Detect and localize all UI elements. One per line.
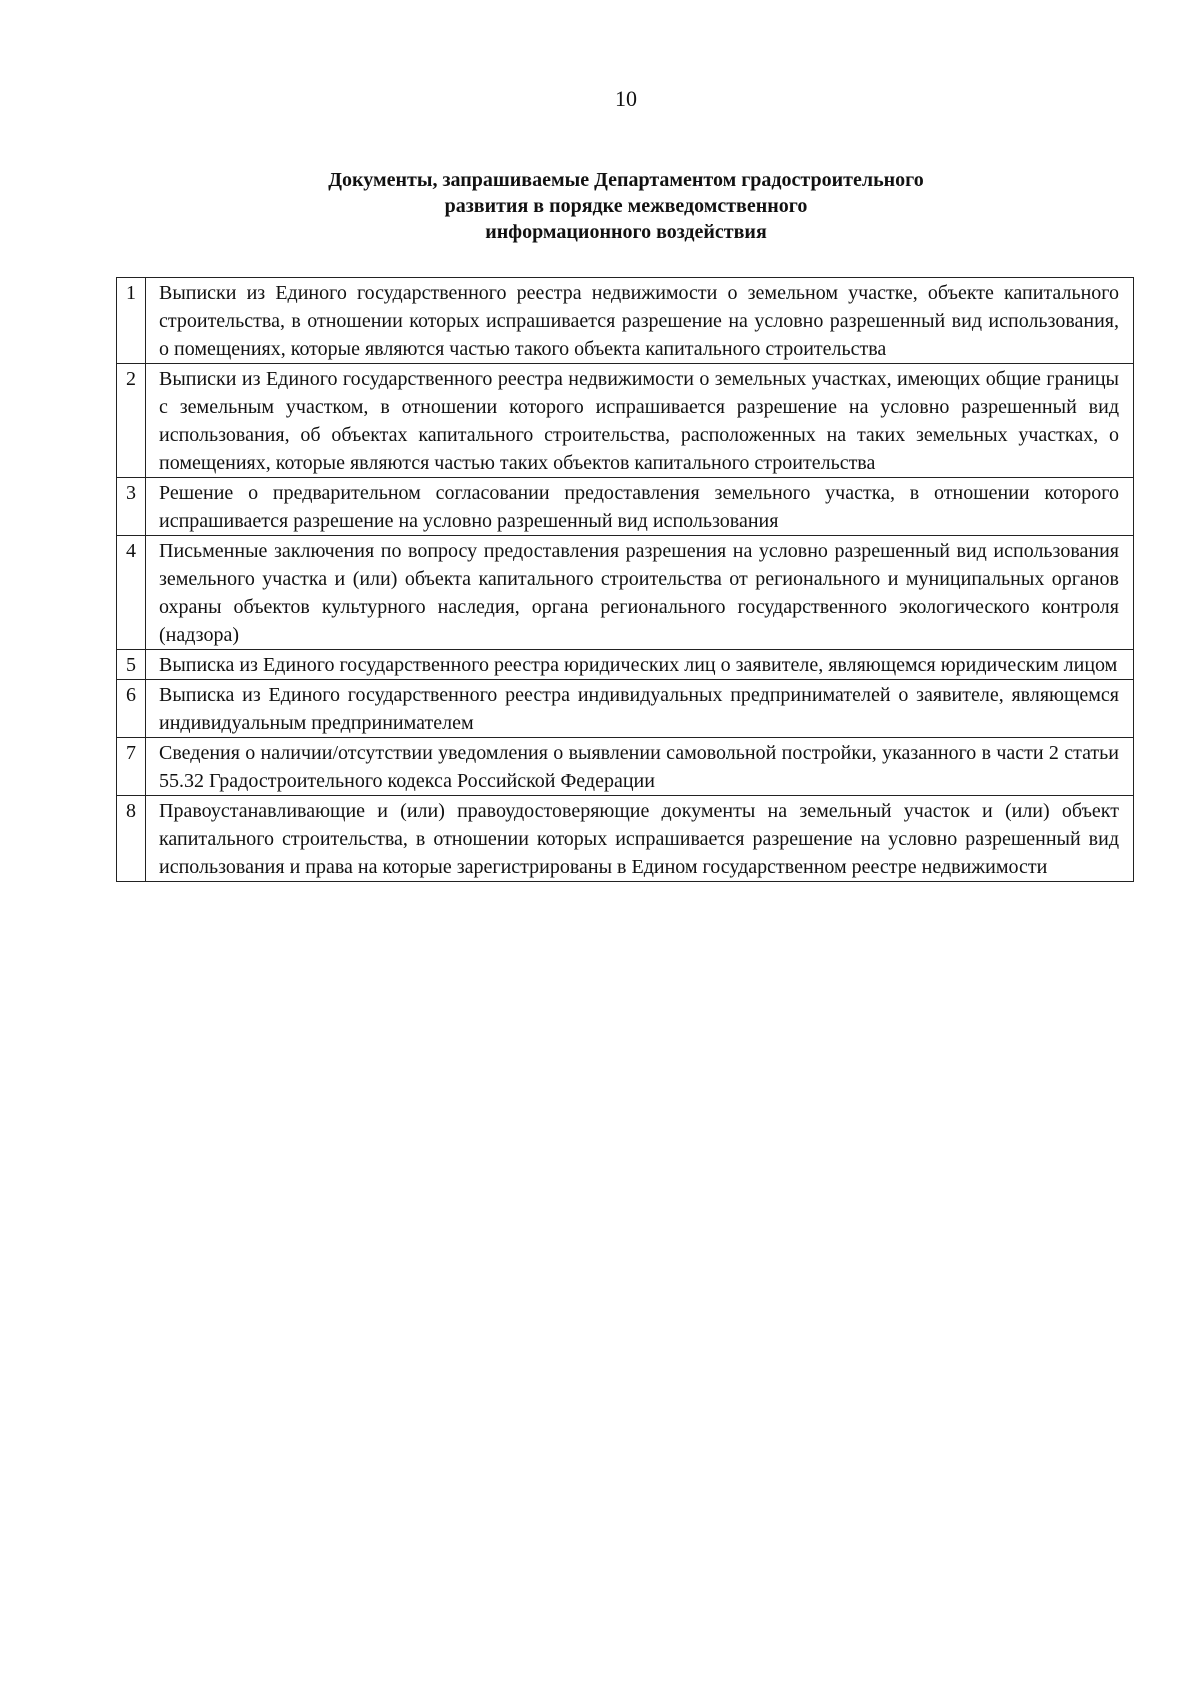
document-title xyxy=(116,167,1136,245)
table-row xyxy=(117,536,1134,650)
row-number: 3 xyxy=(117,478,146,536)
row-text: Выписка из Единого государственного реестра юридических лиц о заявителе, являющемся юридическим лицом xyxy=(146,650,1134,680)
row-text: Сведения о наличии/отсутствии уведомления о выявлении самовольной постройки, указанного в части 2 статьи 55.32 Градостроительного кодекса Российской Федерации xyxy=(146,738,1134,796)
row-number: 4 xyxy=(117,536,146,650)
table-row xyxy=(117,738,1134,796)
table-row xyxy=(117,680,1134,738)
title-line-1: Документы, запрашиваемые Департаментом градостроительного xyxy=(328,169,924,191)
title-line-3: информационного воздействия xyxy=(485,221,767,243)
table-row xyxy=(117,796,1134,882)
row-text: Правоустанавливающие и (или) правоудостоверяющие документы на земельный участок и (или) объект капитального строительства, в отношении которых испрашивается разрешение на условно разрешенный вид использования и права на которые зарегистрированы в Едином государственном реестре недвижимости xyxy=(146,796,1134,882)
documents-table xyxy=(116,277,1134,882)
row-number: 7 xyxy=(117,738,146,796)
table-row xyxy=(117,650,1134,680)
row-number: 5 xyxy=(117,650,146,680)
title-line-2: развития в порядке межведомственного xyxy=(444,195,808,217)
row-number: 6 xyxy=(117,680,146,738)
page-number: 10 xyxy=(615,86,637,111)
row-text: Решение о предварительном согласовании предоставления земельного участка, в отношении которого испрашивается разрешение на условно разрешенный вид использования xyxy=(146,478,1134,536)
row-number: 8 xyxy=(117,796,146,882)
row-text: Выписка из Единого государственного реестра индивидуальных предпринимателей о заявителе, являющемся индивидуальным предпринимателем xyxy=(146,680,1134,738)
table-row xyxy=(117,478,1134,536)
row-number: 1 xyxy=(117,278,146,364)
row-number: 2 xyxy=(117,364,146,478)
row-text: Выписки из Единого государственного реестра недвижимости о земельных участках, имеющих общие границы с земельным участком, в отношении которого испрашивается разрешение на условно разрешенный вид использования, об объектах капитального строительства, расположенных на таких земельных участках, о помещениях, которые являются частью таких объектов капитального строительства xyxy=(146,364,1134,478)
row-text: Письменные заключения по вопросу предоставления разрешения на условно разрешенный вид использования земельного участка и (или) объекта капитального строительства от регионального и муниципальных органов охраны объектов культурного наследия, органа регионального государственного экологического контроля (надзора) xyxy=(146,536,1134,650)
table-row xyxy=(117,278,1134,364)
row-text: Выписки из Единого государственного реестра недвижимости о земельном участке, объекте капитального строительства, в отношении которых испрашивается разрешение на условно разрешенный вид использования, о помещениях, которые являются частью такого объекта капитального строительства xyxy=(146,278,1134,364)
table-row xyxy=(117,364,1134,478)
